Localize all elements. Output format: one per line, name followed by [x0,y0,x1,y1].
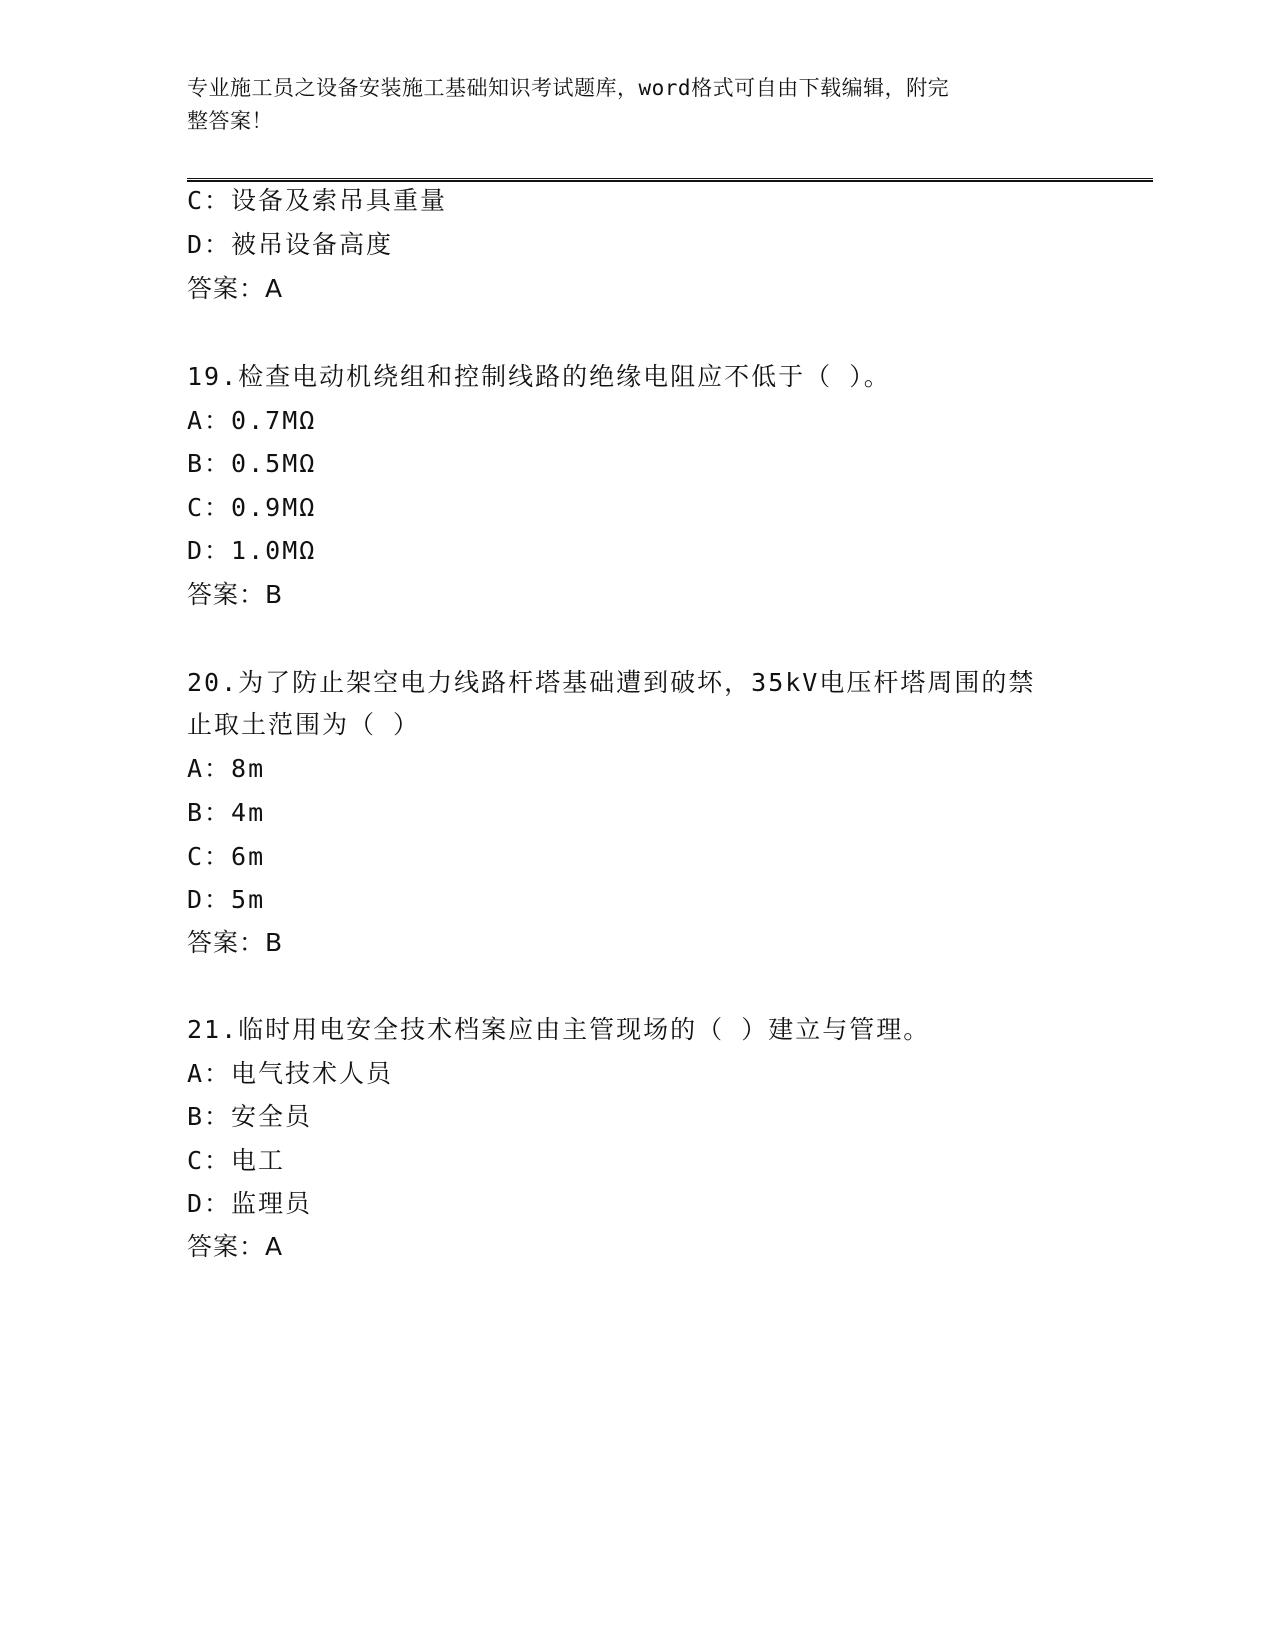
q19-option-d: D：1.0MΩ [187,536,317,565]
q21-option-b: B：安全员 [187,1102,313,1131]
q19-option-c: C：0.9MΩ [187,493,317,522]
q19-option-b: B：0.5MΩ [187,449,317,478]
q21-option-a: A：电气技术人员 [187,1059,394,1088]
prev-option-d: D：被吊设备高度 [187,230,394,259]
q20-answer: 答案：B [187,928,284,957]
q21-stem: 21.临时用电安全技术档案应由主管现场的（ ）建立与管理。 [187,1015,931,1044]
q21-option-d: D：监理员 [187,1189,313,1218]
q20-option-a: A：8m [187,754,266,783]
q20-stem-line-2: 止取土范围为（ ） [187,710,421,739]
document-header [187,72,1067,138]
q20-stem-line-1: 20.为了防止架空电力线路杆塔基础遭到破坏，35kV电压杆塔周围的禁 [187,668,1036,697]
q20-option-b: B：4m [187,798,266,827]
prev-option-c: C：设备及索吊具重量 [187,186,448,215]
header-title-line-2: 整答案！ [187,109,273,133]
q20-option-c: C：6m [187,842,266,871]
prev-answer: 答案：A [187,274,284,303]
q20-option-d: D：5m [187,885,266,914]
q19-option-a: A：0.7MΩ [187,406,317,435]
q21-answer: 答案：A [187,1232,284,1261]
header-title-line-1: 专业施工员之设备安装施工基础知识考试题库，word格式可自由下载编辑，附完 [187,76,950,100]
q19-stem: 19.检查电动机绕组和控制线路的绝缘电阻应不低于（ ）。 [187,362,891,391]
q21-option-c: C：电工 [187,1146,286,1175]
header-divider [187,178,1153,182]
q19-answer: 答案：B [187,580,284,609]
